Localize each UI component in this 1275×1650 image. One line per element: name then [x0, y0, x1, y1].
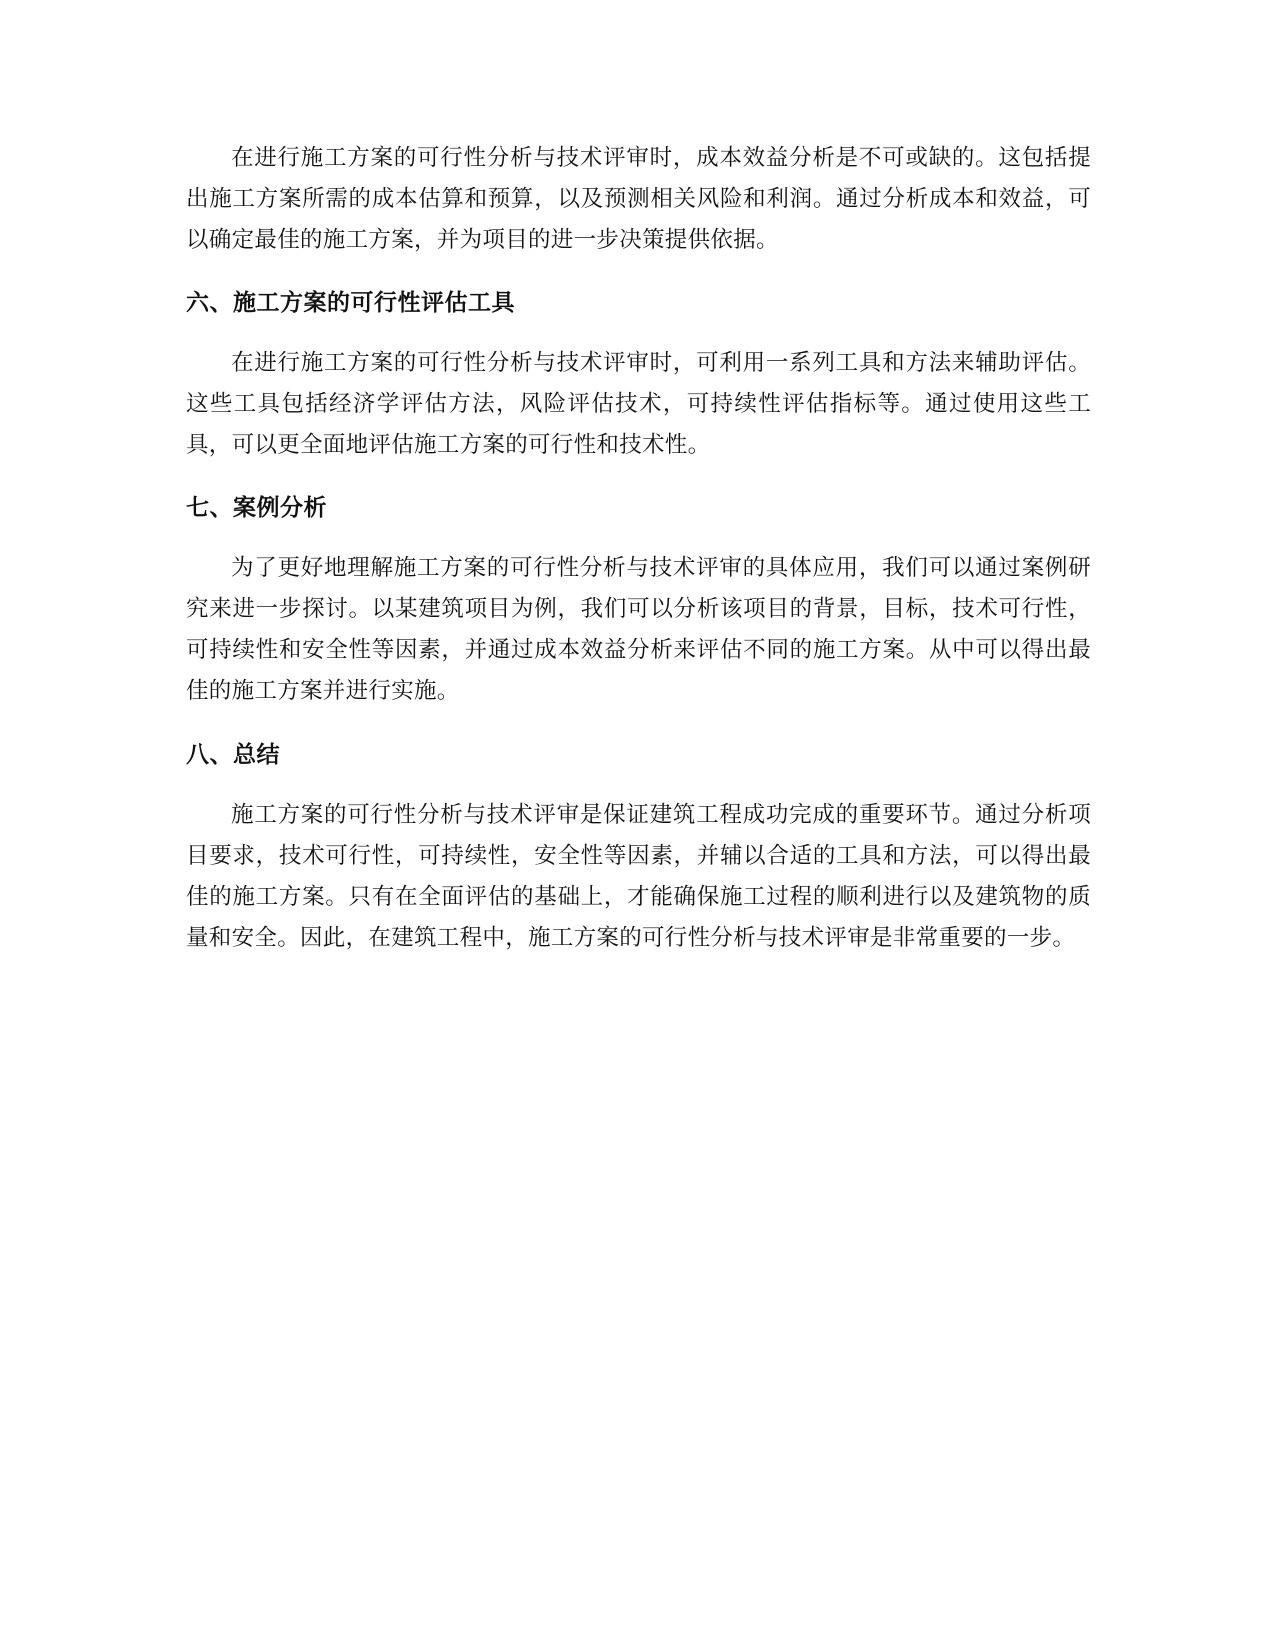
section-heading-text: 六、施工方案的可行性评估工具 [186, 290, 515, 316]
section-body-6 [186, 343, 1091, 466]
section-heading-8 [186, 740, 1091, 770]
paragraph-text: 在进行施工方案的可行性分析与技术评审时，成本效益分析是不可或缺的。这包括提出施工方案所需的成本估算和预算，以及预测相关风险和利润。通过分析成本和效益，可以确定最佳的施工方案，并为项目的进一步决策提供依据。 [186, 145, 1091, 253]
paragraph-text: 施工方案的可行性分析与技术评审是保证建筑工程成功完成的重要环节。通过分析项目要求，技术可行性，可持续性，安全性等因素，并辅以合适的工具和方法，可以得出最佳的施工方案。只有在全面评估的基础上，才能确保施工过程的顺利进行以及建筑物的质量和安全。因此，在建筑工程中，施工方案的可行性分析与技术评审是非常重要的一步。 [186, 802, 1091, 951]
paragraph-text: 在进行施工方案的可行性分析与技术评审时，可利用一系列工具和方法来辅助评估。这些工具包括经济学评估方法，风险评估技术，可持续性评估指标等。通过使用这些工具，可以更全面地评估施工方案的可行性和技术性。 [186, 350, 1091, 458]
section-body-8 [186, 795, 1091, 959]
section-heading-text: 七、案例分析 [186, 495, 327, 521]
paragraph-text: 为了更好地理解施工方案的可行性分析与技术评审的具体应用，我们可以通过案例研究来进一步探讨。以某建筑项目为例，我们可以分析该项目的背景，目标，技术可行性，可持续性和安全性等因素，并通过成本效益分析来评估不同的施工方案。从中可以得出最佳的施工方案并进行实施。 [186, 555, 1091, 704]
section-heading-6 [186, 288, 1091, 318]
section-body-7 [186, 548, 1091, 712]
section-heading-text: 八、总结 [186, 742, 280, 768]
section-heading-7 [186, 493, 1091, 523]
paragraph-cost-benefit [186, 138, 1091, 261]
